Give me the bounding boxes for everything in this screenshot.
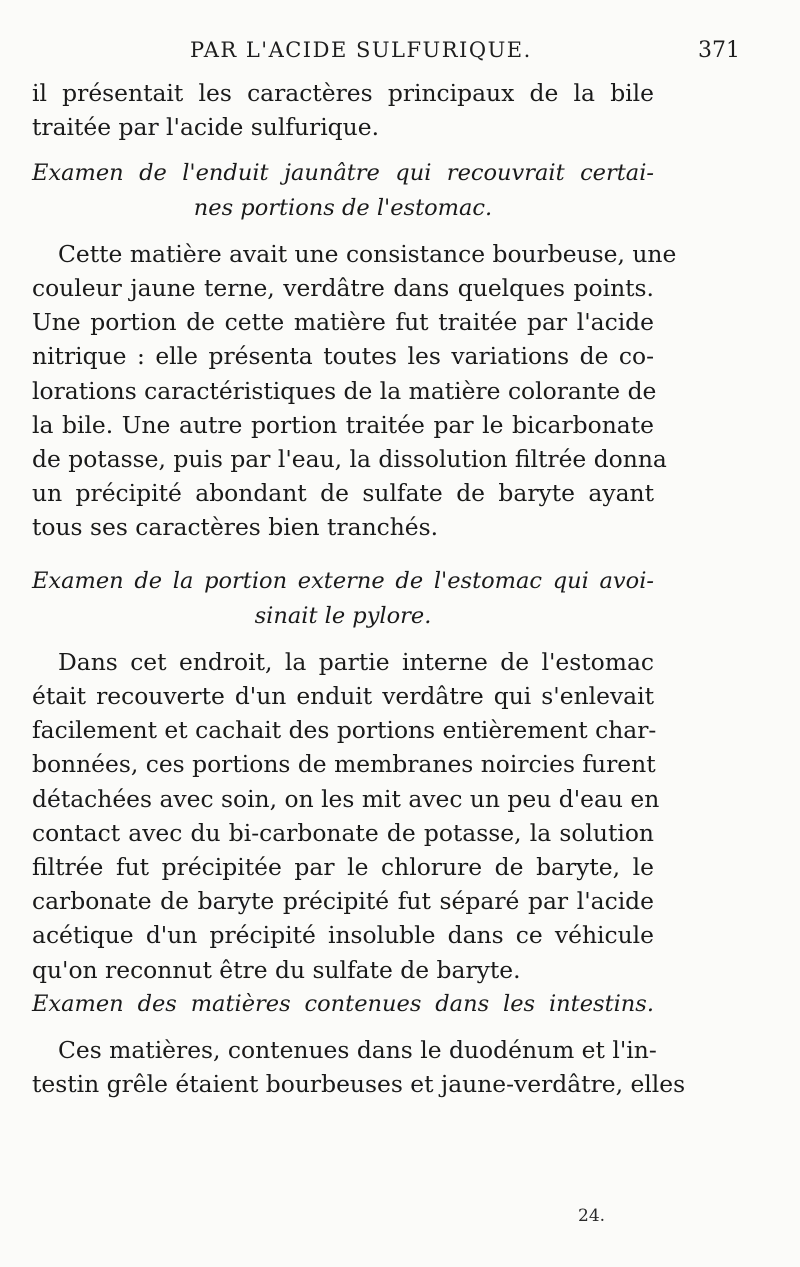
text-line: tous ses caractères bien tranchés.: [32, 513, 439, 542]
text-line: couleur jaune terne, verdâtre dans quelques points.: [32, 273, 654, 302]
text-line: acétique d'un précipité insoluble dans ce véhicule: [32, 921, 654, 950]
text-line: détachées avec soin, on les mit avec un peu d'eau en: [32, 784, 660, 813]
text-line: Cette matière avait une consistance bourbeuse, une: [58, 239, 677, 268]
text-line: était recouverte d'un enduit verdâtre qui s'enlevait: [32, 682, 654, 710]
text-line: Une portion de cette matière fut traitée par l'acide: [32, 308, 654, 337]
section-heading: Examen des matières contenues dans les intestins.: [32, 990, 654, 1017]
text-line: de potasse, puis par l'eau, la dissolution filtrée donna: [32, 444, 667, 473]
page-body: [32, 76, 686, 1101]
running-title: PAR L'ACIDE SULFURIQUE.: [190, 38, 532, 62]
text-line: filtrée fut précipitée par le chlorure de baryte, le: [32, 852, 654, 881]
text-line: un précipité abondant de sulfate de baryte ayant: [32, 479, 654, 508]
text-line: nitrique : elle présenta toutes les variations de co-: [32, 342, 654, 371]
text-line: traitée par l'acide sulfurique.: [32, 113, 379, 142]
section-heading: Examen de l'enduit jaunâtre qui recouvrait certai-: [32, 160, 654, 187]
text-line: Ces matières, contenues dans le duodénum et l'in-: [58, 1035, 657, 1064]
text-line: facilement et cachait des portions entièrement char-: [32, 716, 657, 745]
page-header: [40, 38, 740, 72]
text-line: qu'on reconnut être du sulfate de baryte.: [32, 955, 521, 984]
text-line: Dans cet endroit, la partie interne de l'estomac: [58, 647, 654, 676]
page-number: 371: [698, 38, 740, 63]
section-heading: nes portions de l'estomac.: [193, 194, 493, 221]
text-line: il présentait les caractères principaux de la bile: [32, 79, 654, 107]
section-heading: sinait le pylore.: [254, 602, 432, 629]
text-line: carbonate de baryte précipité fut séparé par l'acide: [32, 887, 654, 916]
signature-mark: 24.: [578, 1206, 606, 1226]
text-line: testin grêle étaient bourbeuses et jaune-verdâtre, elles: [32, 1070, 686, 1099]
text-line: lorations caractéristiques de la matière colorante de: [32, 376, 657, 405]
text-line: contact avec du bi-carbonate de potasse, la solution: [32, 818, 654, 847]
text-line: bonnées, ces portions de membranes noircies furent: [32, 750, 656, 779]
section-heading: Examen de la portion externe de l'estomac qui avoi-: [32, 568, 654, 595]
text-line: la bile. Une autre portion traitée par le bicarbonate: [32, 410, 654, 439]
